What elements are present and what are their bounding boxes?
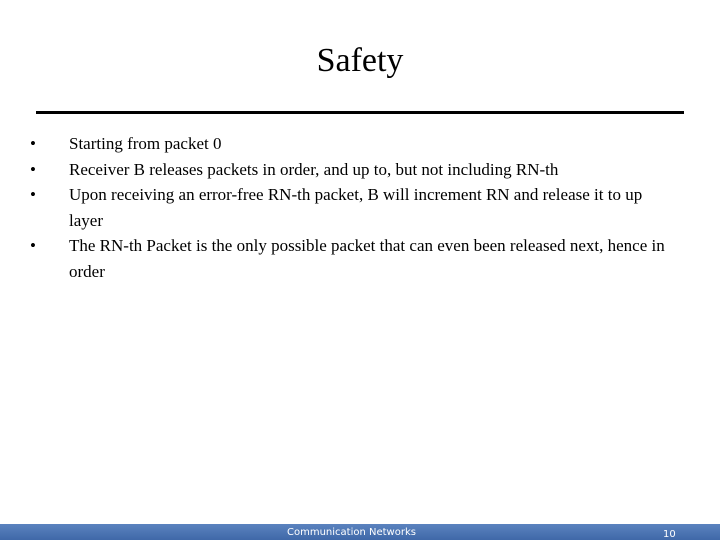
bullet-dot-icon: • xyxy=(30,134,36,153)
bullet-item xyxy=(30,233,670,284)
bullet-item xyxy=(30,182,670,233)
bullet-text: The RN-th Packet is the only possible packet that can even been released next, hence in order xyxy=(69,236,665,281)
bullet-dot-icon: • xyxy=(30,236,36,255)
bullet-dot-icon: • xyxy=(30,185,36,204)
bullet-list xyxy=(30,131,670,284)
bullet-text: Upon receiving an error-free RN-th packet, B will increment RN and release it to up layer xyxy=(69,185,643,230)
footer-bar xyxy=(0,524,720,540)
slide-title: Safety xyxy=(316,42,404,79)
bullet-text: Receiver B releases packets in order, and up to, but not including RN-th xyxy=(69,159,559,179)
footer-title: Communication Networks xyxy=(287,527,416,538)
bullet-text: Starting from packet 0 xyxy=(69,134,222,153)
bullet-item xyxy=(30,157,670,183)
bullet-dot-icon: • xyxy=(30,159,36,179)
title-divider xyxy=(36,111,684,114)
page-number: 10 xyxy=(663,529,676,540)
bullet-item xyxy=(30,131,670,157)
